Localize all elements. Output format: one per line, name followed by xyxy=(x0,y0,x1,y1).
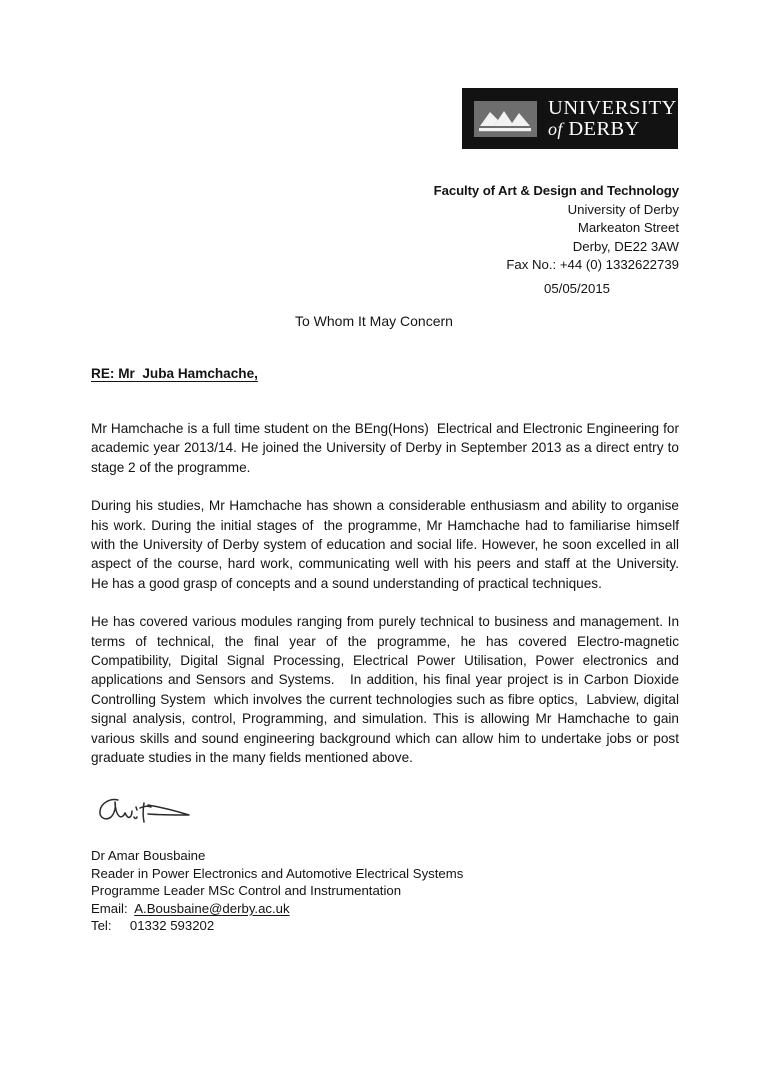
university-logo-banner xyxy=(462,88,678,149)
letter-salutation: To Whom It May Concern xyxy=(295,313,453,329)
signer-title-primary: Reader in Power Electronics and Automotive Electrical Systems xyxy=(91,865,464,881)
signer-name: Dr Amar Bousbaine xyxy=(91,848,206,863)
signer-tel-row xyxy=(91,917,463,935)
address-line-fax: Fax No.: +44 (0) 1332622739 xyxy=(506,257,679,273)
signoff-block xyxy=(91,847,463,935)
handwritten-signature-icon xyxy=(96,793,216,835)
body-paragraph-3: He has covered various modules ranging from purely technical to business and management. In terms of technical, the final year of the programme, he has covered Electro-magnetic Compatibility, Digital Signal Processing, Electrical Power Utilisation, Power electronics and applications and Sensors and Systems. In addition, his final year project is in Carbon Dioxide Controlling System which involves the current technologies such as fibre optics, Labview, digital signal analysis, control, Programming, and simulation. This is allowing Mr Hamchache to gain various skills and sound engineering background which can allow him to undertake jobs or post graduate studies in the many fields mentioned above. xyxy=(91,614,683,766)
university-logo-wordmark xyxy=(548,98,677,140)
tel-label: Tel: xyxy=(91,918,112,934)
three-peaks-mountain-logo-icon xyxy=(474,101,537,137)
address-line-university: University of Derby xyxy=(567,201,679,217)
logo-derby-text: DERBY xyxy=(568,118,640,140)
body-paragraph-1: Mr Hamchache is a full time student on the BEng(Hons) Electrical and Electronic Engineering for academic year 2013/14. He joined the University of Derby in September 2013 as a direct entry to stage 2 of the programme. xyxy=(91,421,683,475)
signer-title-secondary: Programme Leader MSc Control and Instrumentation xyxy=(91,883,402,899)
logo-line-derby xyxy=(548,119,677,140)
signer-email-row xyxy=(91,900,463,918)
address-line-city-postcode: Derby, DE22 3AW xyxy=(572,238,679,254)
body-paragraph-2: During his studies, Mr Hamchache has shown a considerable enthusiasm and ability to organise his work. During the initial stages of the programme, Mr Hamchache had to familiarise himself with the University of Derby system of education and social life. However, he soon excelled in all aspect of the course, hard work, communicating well with his peers and staff at the University. He has a good grasp of concepts and a sound understanding of practical techniques. xyxy=(91,498,691,591)
email-label: Email: xyxy=(91,900,128,916)
letter-date: 05/05/2015 xyxy=(543,281,610,296)
tel-number: 01332 593202 xyxy=(129,918,215,934)
sender-address-block xyxy=(300,182,679,275)
letter-body xyxy=(91,419,691,768)
email-address-link[interactable]: A.Bousbaine@derby.ac.uk xyxy=(134,900,290,916)
letter-subject: RE: Mr Juba Hamchache, xyxy=(91,366,258,381)
faculty-name: Faculty of Art & Design and Technology xyxy=(433,183,679,198)
logo-of-text: of xyxy=(548,119,563,139)
address-line-street: Markeaton Street xyxy=(577,220,679,236)
logo-line-university: UNIVERSITY xyxy=(548,96,677,119)
